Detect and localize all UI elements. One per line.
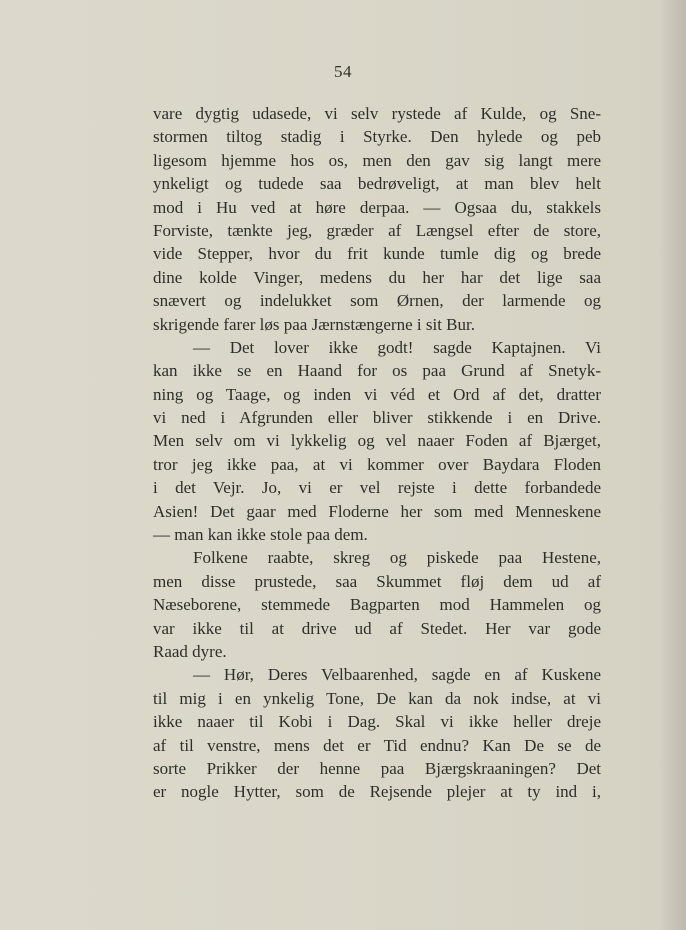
text-line: kan ikke se en Haand for os paa Grund af Snetyk-: [153, 361, 601, 381]
text-line: var ikke til at drive ud af Stedet. Her var gode: [153, 618, 601, 638]
text-line: — Hør, Deres Velbaarenhed, sagde en af Kuskene: [193, 665, 601, 685]
text-line: ligesom hjemme hos os, men den gav sig langt mere: [153, 150, 601, 170]
text-line: i det Vejr. Jo, vi er vel rejste i dette forbandede: [153, 478, 601, 498]
text-line: — Det lover ikke godt! sagde Kaptajnen. Vi: [193, 337, 601, 357]
text-line: ikke naaer til Kobi i Dag. Skal vi ikke heller dreje: [153, 712, 601, 732]
text-line: til mig i en ynkelig Tone, De kan da nok indse, at vi: [153, 688, 601, 708]
text-line: ning og Taage, og inden vi véd et Ord af det, dratter: [153, 384, 601, 404]
text-line: vide Stepper, hvor du frit kunde tumle dig og brede: [153, 244, 601, 264]
text-line: vare dygtig udasede, vi selv rystede af Kulde, og Sne-: [153, 104, 601, 123]
text-line: — man kan ikke stole paa dem.: [153, 525, 368, 545]
text-line: Men selv om vi lykkelig og vel naaer Foden af Bjærget,: [153, 431, 601, 451]
text-line: Raad dyre.: [153, 641, 227, 661]
text-line: vi ned i Afgrunden eller bliver stikkende i en Drive.: [153, 408, 601, 428]
page-number: 54: [334, 62, 352, 81]
text-line: mod i Hu ved at høre derpaa. — Ogsaa du, stakkels: [153, 197, 601, 217]
text-line: snævert og indelukket som Ørnen, der larmende og: [153, 291, 601, 311]
text-line: er nogle Hytter, som de Rejsende plejer at ty ind i,: [153, 782, 601, 802]
text-line: Asien! Det gaar med Floderne her som med Menneskene: [153, 501, 601, 521]
text-line: sorte Prikker der henne paa Bjærgskraaningen? Det: [153, 758, 601, 778]
text-line: tror jeg ikke paa, at vi kommer over Baydara Floden: [153, 454, 601, 474]
text-line: Forviste, tænkte jeg, græder af Længsel efter de store,: [153, 220, 601, 240]
text-line: af til venstre, mens det er Tid endnu? Kan De se de: [153, 735, 601, 755]
text-line: stormen tiltog stadig i Styrke. Den hylede og peb: [153, 127, 601, 147]
text-line: men disse prustede, saa Skummet fløj dem ud af: [153, 571, 601, 591]
text-line: skrigende farer løs paa Jærnstængerne i sit Bur.: [153, 314, 475, 334]
text-line: dine kolde Vinger, medens du her har det lige saa: [153, 267, 601, 287]
text-line: Næseborene, stemmede Bagparten mod Hammelen og: [153, 595, 601, 615]
body-text: [153, 102, 601, 804]
text-line: ynkeligt og tudede saa bedrøveligt, at man blev helt: [153, 174, 601, 194]
text-line: Folkene raabte, skreg og piskede paa Hestene,: [193, 548, 601, 568]
